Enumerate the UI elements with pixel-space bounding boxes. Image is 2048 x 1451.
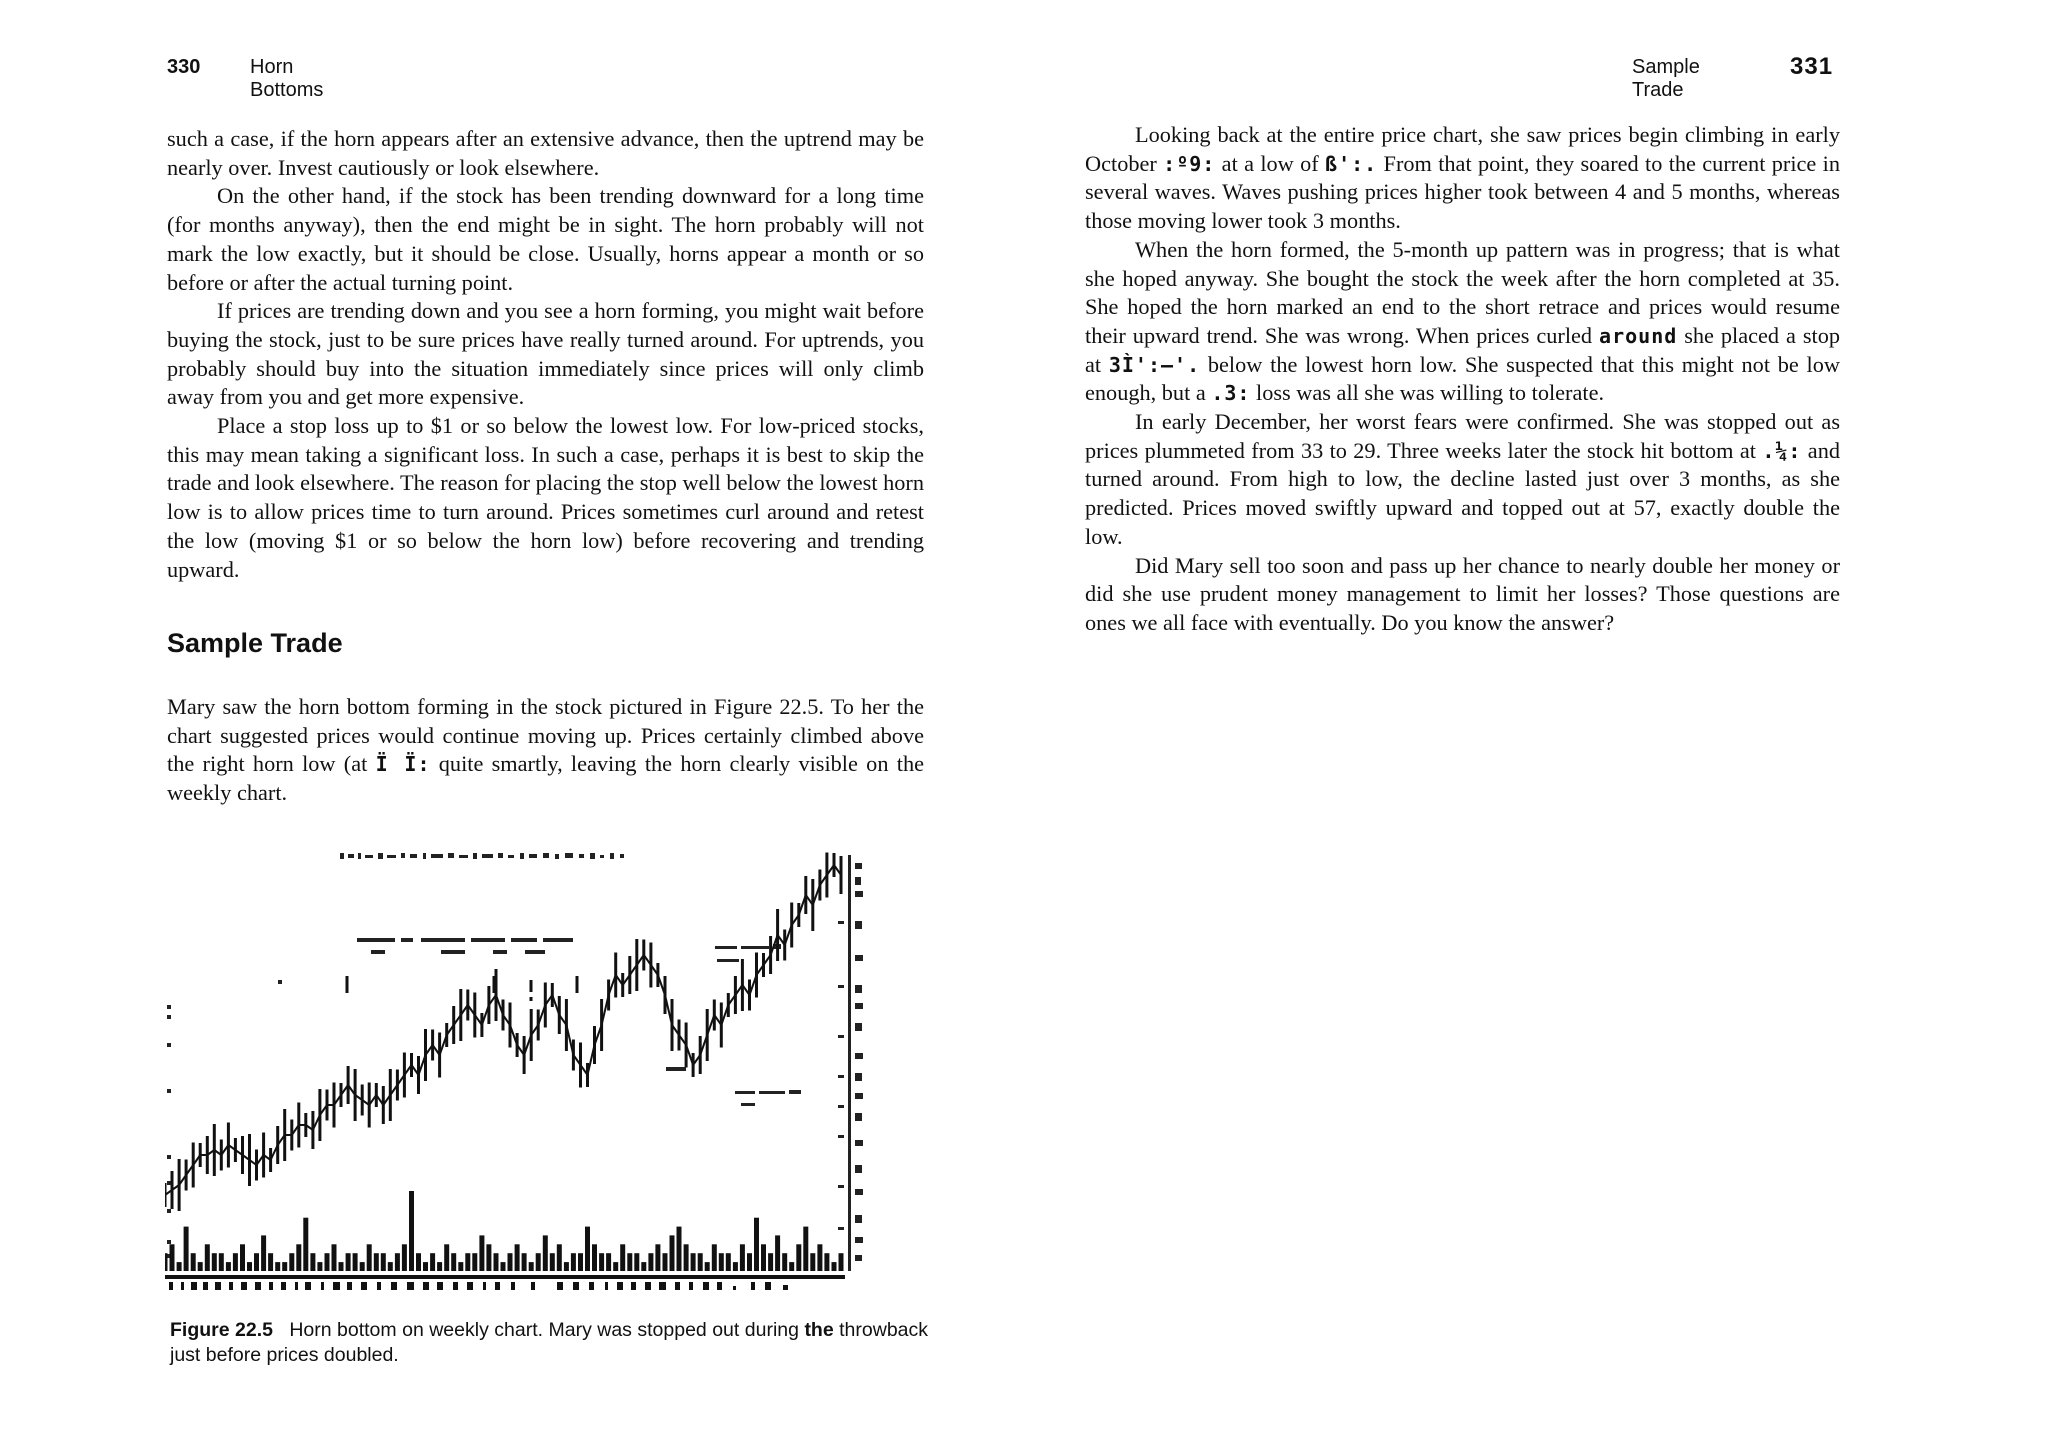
- volume-bar: [444, 1244, 449, 1271]
- volume-bar: [177, 1262, 182, 1271]
- volume-bar: [832, 1262, 837, 1271]
- section-heading: Sample Trade: [167, 628, 343, 658]
- volume-bar: [564, 1262, 569, 1271]
- volume-bar: [254, 1253, 259, 1271]
- volume-bar: [782, 1253, 787, 1271]
- volume-bar: [494, 1253, 499, 1271]
- volume-bar: [317, 1262, 322, 1271]
- volume-bar: [346, 1253, 351, 1271]
- volume-bar: [810, 1253, 815, 1271]
- volume-bar: [789, 1262, 794, 1271]
- caption-text-2: throwback just before prices doubled.: [170, 1319, 929, 1366]
- caption-bold-word: the: [804, 1319, 834, 1341]
- volume-bar: [648, 1253, 653, 1271]
- garbled-text: .¼:: [1762, 438, 1802, 463]
- text-span: below the lowest horn low. She suspected that this might not be low enough, but a: [1085, 351, 1841, 406]
- volume-bar: [501, 1262, 506, 1271]
- text-span: From that point, they soared to the current price in several waves. Waves pushing prices higher took between 4 and 5 months, whereas those moving lower took 3 months.: [1085, 150, 1840, 234]
- volume-bar: [613, 1262, 618, 1271]
- paragraph: Did Mary sell too soon and pass up her chance to nearly double her money or did she use prudent money management to limit her losses? Those questions are ones we all face with eventually. Do you know the answer?: [1085, 552, 1840, 635]
- volume-bar: [165, 1253, 168, 1271]
- text-span: Mary saw the horn bottom forming in the stock pictured in Figure 22.5. To her the chart suggested prices would continue moving up. Prices certainly climbed above the right horn low (at: [167, 694, 924, 777]
- volume-bar: [747, 1253, 752, 1271]
- page-number: 331: [1790, 53, 1834, 80]
- page-number: 330: [167, 56, 201, 78]
- volume-bar: [606, 1253, 611, 1271]
- weekly-price-chart: [165, 835, 935, 1300]
- paragraph: [1085, 236, 1840, 408]
- volume-bar: [508, 1253, 513, 1271]
- volume-bar: [289, 1253, 294, 1271]
- volume-bar: [430, 1253, 435, 1271]
- volume-bar: [536, 1253, 541, 1271]
- volume-bar: [437, 1262, 442, 1271]
- volume-bar: [458, 1262, 463, 1271]
- volume-bar: [543, 1235, 548, 1271]
- volume-bar: [219, 1253, 224, 1271]
- volume-bar: [381, 1253, 386, 1271]
- volume-bar: [641, 1262, 646, 1271]
- volume-bar: [388, 1262, 393, 1271]
- garbled-text: 3Ì':—'.: [1108, 352, 1201, 377]
- volume-bar: [634, 1253, 639, 1271]
- garbled-text: .3:: [1211, 381, 1251, 406]
- volume-bar: [775, 1235, 780, 1271]
- volume-bar: [374, 1253, 379, 1271]
- volume-bar: [839, 1253, 844, 1271]
- volume-bar: [684, 1244, 689, 1271]
- text-span: When the horn formed, the 5-month up pattern was in progress; that is what she hoped anyway. She bought the stock the week after the horn completed at 35. She hoped the horn marked an end to the short retrace and prices would resume their upward trend. She was wrong. When prices curled: [1085, 236, 1840, 348]
- volume-bar: [585, 1227, 590, 1271]
- volume-bar: [332, 1244, 337, 1271]
- volume-bar: [557, 1244, 562, 1271]
- volume-bar: [740, 1244, 745, 1271]
- text-span: Looking back at the entire price chart, she saw prices begin climbing in early October: [1085, 122, 1840, 176]
- paragraph: [1085, 408, 1840, 552]
- price-series: [165, 853, 841, 1212]
- paragraph: If prices are trending down and you see a horn forming, you might wait before buying the stock, just to be sure prices have really turned around. For uptrends, you probably should buy into the situation immediately since prices will only climb away from you and get more expensive.: [167, 298, 924, 410]
- volume-bar: [550, 1253, 555, 1271]
- volume-bar: [515, 1244, 520, 1271]
- text-span: In early December, her worst fears were confirmed. She was stopped out as prices plummeted from 33 to 29. Three weeks later the stock hit bottom at: [1085, 409, 1840, 463]
- volume-bar: [726, 1253, 731, 1271]
- volume-bar: [817, 1244, 822, 1271]
- volume-bar: [733, 1262, 738, 1271]
- text-span: quite smartly, leaving the horn clearly visible on the weekly chart.: [167, 751, 924, 806]
- volume-bar: [282, 1262, 287, 1271]
- body-text: [167, 125, 924, 584]
- volume-bar: [627, 1253, 632, 1271]
- volume-bar: [191, 1253, 196, 1271]
- text-span: at a low of: [1215, 150, 1326, 176]
- volume-bar: [761, 1244, 766, 1271]
- volume-bar: [416, 1253, 421, 1271]
- paragraph: [1085, 121, 1840, 236]
- text-span: and turned around. From high to low, the decline lasted just over 3 months, as she predicted. Prices moved swiftly upward and topped out at 57, exactly double the low.: [1085, 437, 1840, 549]
- garbled-text: ß':.: [1325, 151, 1378, 176]
- volume-bar: [310, 1253, 315, 1271]
- caption-text: Horn bottom on weekly chart. Mary was stopped out during: [289, 1319, 799, 1341]
- volume-bar: [233, 1253, 238, 1271]
- figure-caption: [170, 1318, 928, 1368]
- volume-bar: [353, 1253, 358, 1271]
- volume-bar: [592, 1244, 597, 1271]
- paragraph: Place a stop loss up to $1 or so below the lowest low. For low-priced stocks, this may mean taking a significant loss. In such a case, perhaps it is best to skip the trade and look elsewhere. The reason for placing the stop well below the lowest horn low is to allow prices time to turn around. Prices sometimes curl around and retest the low (moving $1 or so below the horn low) before recovering and trending upward.: [167, 413, 924, 582]
- volume-bar: [395, 1253, 400, 1271]
- volume-bar: [205, 1244, 210, 1271]
- volume-bar: [275, 1262, 280, 1271]
- volume-bar: [184, 1227, 189, 1271]
- running-title: Sample Trade: [1632, 56, 1700, 101]
- volume-bar: [677, 1227, 682, 1271]
- volume-bar: [479, 1235, 484, 1271]
- volume-bar: [578, 1253, 583, 1271]
- volume-bar: [529, 1262, 534, 1271]
- volume-bar: [620, 1244, 625, 1271]
- paragraph: such a case, if the horn appears after an extensive advance, then the uptrend may be nearly over. Invest cautiously or look elsewhere.: [167, 126, 924, 180]
- chart-title-scan: [340, 853, 624, 859]
- volume-bar: [402, 1244, 407, 1271]
- volume-bar: [655, 1244, 660, 1271]
- sample-trade-text: [167, 693, 924, 808]
- volume-bar: [261, 1235, 266, 1271]
- volume-bar: [768, 1253, 773, 1271]
- volume-bar: [226, 1262, 231, 1271]
- volume-bar: [705, 1262, 710, 1271]
- volume-bar: [698, 1253, 703, 1271]
- date-axis-scan: [165, 1275, 845, 1290]
- volume-bar: [824, 1253, 829, 1271]
- volume-bar: [522, 1253, 527, 1271]
- volume-bar: [296, 1244, 301, 1271]
- volume-bar: [423, 1262, 428, 1271]
- left-scale-dots: [167, 1005, 171, 1258]
- volume-bar: [571, 1253, 576, 1271]
- volume-bar: [247, 1262, 252, 1271]
- garbled-text: :º9:: [1163, 151, 1216, 176]
- volume-bar: [486, 1244, 491, 1271]
- volume-bar: [367, 1244, 372, 1271]
- volume-bar: [472, 1253, 477, 1271]
- volume-bar: [268, 1253, 273, 1271]
- volume-bar: [339, 1262, 344, 1271]
- body-text: [1085, 121, 1840, 638]
- text-span: she placed a stop at: [1085, 322, 1841, 377]
- volume-bar: [170, 1244, 175, 1271]
- volume-bar: [803, 1227, 808, 1271]
- volume-bar: [465, 1253, 470, 1271]
- volume-bar: [303, 1218, 308, 1271]
- running-title: Horn Bottoms: [250, 56, 324, 101]
- volume-bar: [796, 1244, 801, 1271]
- volume-bar: [240, 1244, 245, 1271]
- volume-series: [165, 1191, 844, 1271]
- text-span: loss was all she was willing to tolerate.: [1250, 380, 1605, 406]
- volume-bar: [409, 1191, 414, 1271]
- paragraph: [167, 693, 924, 808]
- volume-bar: [212, 1253, 217, 1271]
- right-price-scale: [838, 855, 863, 1271]
- volume-bar: [754, 1218, 759, 1271]
- volume-bar: [360, 1262, 365, 1271]
- paragraph: On the other hand, if the stock has been trending downward for a long time (for months anyway), then the end might be in sight. The horn probably will not mark the low exactly, but it should be close. Usually, horns appear a month or so before or after the actual turning point.: [167, 183, 924, 295]
- volume-bar: [712, 1244, 717, 1271]
- volume-bar: [670, 1235, 675, 1271]
- garbled-text: Ï Ï:: [375, 752, 431, 777]
- volume-bar: [198, 1262, 203, 1271]
- volume-bar: [325, 1253, 330, 1271]
- right-page: [1024, 0, 2048, 1451]
- volume-bar: [663, 1253, 668, 1271]
- figure-label: Figure 22.5: [170, 1319, 273, 1341]
- garbled-text: around: [1599, 323, 1678, 348]
- volume-bar: [599, 1253, 604, 1271]
- volume-bar: [719, 1253, 724, 1271]
- volume-bar: [691, 1253, 696, 1271]
- volume-bar: [451, 1253, 456, 1271]
